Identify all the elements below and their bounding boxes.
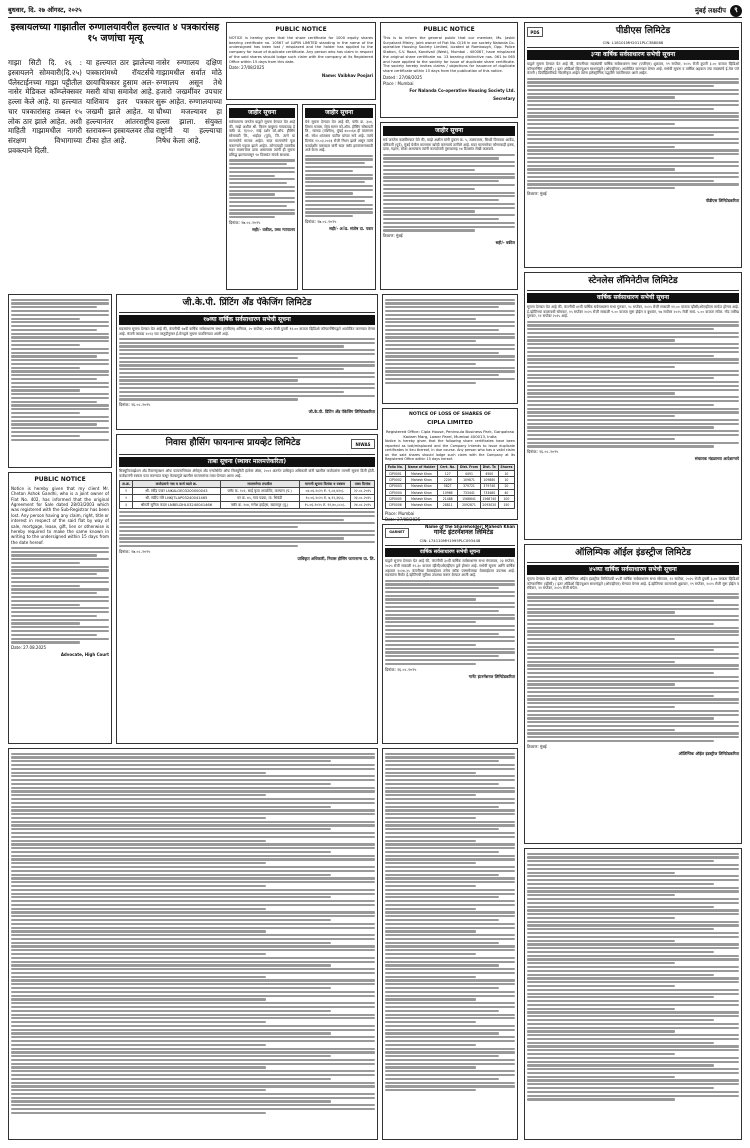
jahir-suchana-left — [8, 294, 112, 468]
company-header — [119, 437, 375, 452]
table-cell: Mahesh Khan — [405, 502, 438, 508]
notice-text-lines — [527, 593, 739, 743]
public-notice-lupin — [226, 22, 376, 100]
table-cell: CIP0005 — [386, 496, 406, 502]
table-header-cell: Folio No. — [386, 464, 406, 470]
table-cell: श्री. रवींद्र पवार LNKALOE03200000043 — [133, 488, 220, 495]
notice-body: This is to inform the general public that our member, Ms. Jasbir Suryakant Mistry, joint owner of Flat No. G/16 in our society Nalanda Co-operative Housing Society Limited, located at Rambaugh, Opp. Police Station, S.V. Road, Kandivali (West), Mumbai - 400067, have misplaced the original share certificate no. 13 bearing distinctive nos. 061 to 065 and have applied to the society for issue of duplicate share certificate. The society hereby invites claims / objections for issuance of duplicate share certificate within 15 days from the publication of this notice. — [383, 35, 515, 74]
notice-body: Notice is hereby given that the following share certificates have been reported as lost/misplaced and the Company intends to issue duplicate certificates in lieu thereof, in due course. Any person who has a valid claim on the said shares should lodge such claim with the Company at its Registered Office within 15 days hereof. — [385, 439, 515, 462]
table-cell: श्री. संदीप मोरे LNKJTLAP03240041465 — [133, 495, 220, 502]
notice-text-lines — [11, 299, 109, 441]
notice-date: Dated : 27/08/2025 — [383, 74, 423, 80]
public-notice-society — [380, 22, 518, 118]
page-number: ९ — [730, 5, 742, 17]
notice-signature: Name of the Shareholder: Mahesh Khan — [424, 524, 515, 530]
table-cell: 2092871 — [458, 502, 481, 508]
table-header-cell: ताबा दिनांक — [351, 481, 375, 488]
table-cell: Mahesh Khan — [405, 489, 438, 495]
table-cell: 10966 — [438, 489, 458, 495]
notice-body: सूचना देण्यात येत आहे की, कंपनीची ४१वी वार्षिक सर्वसाधारण सभा गुरुवार, १८ सप्टेंबर, २०२५ रोजी सकाळी ११.०० वाजता व्हीसी/ओएव्हीएम मार्फत होणार आहे. ई-व्होटिंगचा कालावधी सोमवार, १५ सप्टेंबर २०२५ रोजी सकाळी ९.०० वाजता सुरू होईल व बुधवार, १७ सप्टेंबर २०२५ रोजी सायं. ५.०० वाजता संपेल. नोंद तारीख गुरुवार, ११ सप्टेंबर २०२५ आहे. — [527, 304, 739, 319]
company-name: CIPLA LIMITED — [427, 420, 473, 427]
company-name: जी.के.पी. प्रिंटिंग अँड पॅकेजिंग लिमिटेड — [182, 298, 312, 308]
company-cin: CIN: L18101MH2011PLC388088 — [602, 39, 664, 45]
table-header-cell: अ.क्र. — [120, 481, 133, 488]
table-cell: CIP0001 — [386, 471, 406, 477]
table-cell: CIP0004 — [386, 489, 406, 495]
table-cell: 109871 — [458, 477, 481, 483]
notice-body: याद्वारे सूचना देण्यात येत आहे की, कंपनीची ३०वी वार्षिक सर्वसाधारण सभा मंगळवार, २३ सप्टेंबर, २०२५ रोजी सकाळी ११.३० वाजता व्हीसी/ओएव्हीएम द्वारे होणार आहे. सभेची सूचना आणि वार्षिक अहवाल २०२४-२५ कंपनीच्या वेबसाईटवर तसेच स्टॉक एक्सचेंजच्या वेबसाईटवर उपलब्ध आहे. सदस्यांना रिमोट ई-व्होटिंगची सुविधा उपलब्ध करून देण्यात आली आहे. — [385, 559, 515, 578]
garnet-agm-notice — [382, 524, 518, 744]
notice-text-lines — [385, 580, 515, 665]
notice-title: जाहीर सूचना — [229, 108, 295, 118]
notice-signature: सही/- वकील — [495, 240, 515, 246]
table-cell: 733480 — [480, 489, 498, 495]
notice-title: १७व्या वार्षिक सर्वसाधारण सभेची सूचना — [119, 315, 375, 325]
notice-text-lines — [527, 321, 739, 448]
notice-body: सर्वसामान्य जनतेस याद्वारे सूचना देण्यात येत आहे की, माझे अशील श्री. किरण बाबुराव गायकवाड हे फ्लॅट क्र. ए/१०२, साई दर्शन को-ऑप. हौसिंग सोसायटी लि., भाईंदर (पूर्व), जि. ठाणे या मालमत्तेचे मालक आहेत. सदर मालमत्तेचे मूळ करारनामे गहाळ झाले आहेत. कोणत्याही व्यक्तीस सदर मालमत्तेवर दावा असल्यास त्यांनी ही सूचना प्रसिद्ध झाल्यापासून १४ दिवसांत संपर्क साधावा. — [229, 119, 295, 158]
jahir-suchana-3 — [380, 122, 518, 290]
notice-signature: जी.के.पी. प्रिंटिंग अँड पॅकेजिंग लिमिटेडकरिता — [308, 409, 375, 415]
table-cell: श्रीमती सुनिता कदम LNBELDHL03240041466 — [133, 502, 220, 509]
table-cell: 2093020 — [480, 502, 498, 508]
table-header-cell: मालमत्तेचा तपशील — [220, 481, 299, 488]
niwas-possession-notice — [116, 434, 378, 744]
table-header-cell: कर्जदाराचे नाव व कर्ज खाते क्र. — [133, 481, 220, 488]
notice-date: दिनांक: २७.०८.२०२५ — [119, 548, 151, 554]
page-header — [8, 4, 742, 18]
notice-body: याद्वारे सूचना देण्यात येत आहे की, कंपनीच्या सदस्यांची वार्षिक सर्वसाधारण सभा (एजीएम) शुक्रवार, १९ सप्टेंबर, २०२५ रोजी दुपारी ३.०० वाजता व्हिडिओ कॉन्फरन्सिंग (व्हीसी) / इतर ऑडिओ व्हिज्युअल साधनांद्वारे (ओएव्हीएम) आयोजित करण्यात येणार आहे. सभेची सूचना व वार्षिक अहवाल ज्या सदस्यांचे ई-मेल पत्ते कंपनी / डिपॉझिटरीकडे नोंदणीकृत आहेत त्यांना इलेक्ट्रॉनिक पद्धतीने पाठविण्यात आले आहेत. — [527, 61, 739, 76]
notice-title: PUBLIC NOTICE — [275, 26, 327, 33]
table-cell: घर क्र. ४५, गाव पडघा, ता. भिवंडी — [220, 495, 299, 502]
table-cell: 109880 — [480, 477, 498, 483]
table-cell: Mahesh Khan — [405, 483, 438, 489]
news-headline: इस्त्रायलच्या गाझातील रुग्णालयावरील हल्ल्यात ४ पत्रकारांसह १५ जणांचा मृत्यू — [10, 22, 220, 45]
notice-title: ३ऱ्या वार्षिक सर्वसाधारण सभेची सूचना — [527, 50, 739, 60]
company-name: निवास हौसिंग फायनान्स प्रायव्हेट लिमिटेड — [165, 438, 301, 448]
table-header-cell: मागणी सूचना दिनांक व रक्कम — [299, 481, 350, 488]
table-cell: 21488 — [438, 496, 458, 502]
table-cell: Mahesh Khan — [405, 477, 438, 483]
notice-place: Place : Mumbai — [383, 81, 414, 87]
header-masthead — [695, 5, 742, 17]
news-column-3 — [156, 58, 222, 290]
news-paragraph-1: गाझा सिटी दि. २६ : इस्त्रायलने सोमवारी(दि.२५) पॅलेस्टाईनच्या गाझा पट्टीतील नासेर मेडिकल कॉम्प्लेक्सवर हल्ला केले आहे. या हल्ल्यात चार पत्रकारांसह तब्बल १५ लोक ठार झाले आहेत. अशी माहिती गाझामधील नागरी संरक्षण विभागाच्या प्रवक्त्याने दिली. — [8, 58, 82, 156]
pds-logo-icon: PDS — [527, 27, 543, 37]
public-notice-advocate — [8, 472, 112, 744]
table-cell: १०.०६.२०२५ रु. ७,१२,३६५/- — [299, 495, 350, 502]
table-cell: 1568641 — [458, 496, 481, 502]
table-row — [120, 495, 375, 502]
notice-body: येथे सूचना देण्यात येत आहे की, फ्लॅट क्र. ३०४, तिसरा मजला, शिव सागर को-ऑप. हौसिंग सोसायटी लि., मालाड (पश्चिम), मुंबई ४०००६४ ही मालमत्ता श्री. रमेश शांताराम पाटील यांच्या नावे आहे. त्यांचे दिनांक १२.०३.२०२३ रोजी निधन झाले असून त्यांचे कायदेशीर वारसदार यांनी सदर फ्लॅट हस्तांतरणासाठी अर्ज केला आहे. — [305, 119, 373, 153]
news-paragraph-3: नासेर रुग्णालय दक्षिण गाझामधील सर्वात मोठे रुग्णालय असून तेथे हजारो जखमींवर उपचार सुरू आहेत. रुग्णालयाच्या चौथ्या मजल्यावर हा हल्ला झाला. संयुक्त राष्ट्रांनी या हल्ल्याचा निषेध केला आहे. — [156, 58, 222, 146]
table-cell: २३.०८.२०२५ — [351, 495, 375, 502]
notice-title: PUBLIC NOTICE — [423, 26, 475, 33]
notice-body: NOTICE is hereby given that the share certificate for 1000 equity shares bearing certificate no. 10567 of LUPIN LIMITED standing in the name of the undersigned has been lost / misplaced and the holder has applied to the company for issue of duplicate certificate. Any person who has claim in respect of the said shares should lodge such claim with the company at its Registered Office within 15 days from this date. — [229, 35, 373, 64]
stainless-agm-notice — [524, 272, 742, 540]
table-cell: २२.०८.२०२५ — [351, 488, 375, 495]
table-cell: 100 — [498, 496, 514, 502]
table-cell: २ — [120, 495, 133, 502]
notice-signature: ऑलिम्पिक ऑईल इंडस्ट्रीज लिमिटेडकरिता — [678, 751, 739, 757]
table-cell: 2209 — [438, 477, 458, 483]
jahir-suchana-1 — [226, 104, 298, 290]
notice-text-lines — [229, 159, 295, 218]
garnet-logo-icon: GARNET — [385, 528, 409, 538]
table-cell: 379721 — [458, 483, 481, 489]
notice-title: जाहीर सूचना — [305, 108, 373, 118]
table-row — [120, 488, 375, 495]
notice-signature: सही/- वकील, उच्च न्यायालय — [252, 227, 295, 233]
notice-text-lines — [527, 78, 739, 190]
notice-date: Date: 27/08/2025 — [229, 65, 265, 71]
table-cell: 28811 — [438, 502, 458, 508]
possession-table — [119, 480, 375, 509]
notice-body: Notice is hereby given that my client Mr. Chetan Ashok Gandhi, who is a joint owner of Flat No. 402, has informed that the original Agreement for Sale dated 28/03/2003 which was registered with the Sub-Registrar has been lost. Any person having any claim, right, title or interest in respect of the said flat by way of sale, mortgage, lease, gift, lien or otherwise is hereby required to make the same known in writing to the undersigned within 15 days from the date hereof. — [11, 485, 109, 545]
table-cell: CIP0003 — [386, 483, 406, 489]
table-row — [120, 502, 375, 509]
notice-date: ठिकाण: मुंबई — [527, 743, 547, 749]
notice-title: PUBLIC NOTICE — [34, 476, 86, 483]
notice-date: दिनांक: २६.०८.२०२५ — [119, 402, 151, 408]
notice-signature: प्राधिकृत अधिकारी, निवास हौसिंग फायनान्स प्रा. लि. — [297, 556, 375, 562]
header-date: बुधवार, दि. २७ ऑगस्ट, २०२५ — [8, 6, 82, 15]
table-header-cell: Cert. No. — [438, 464, 458, 470]
bottom-left-notices — [8, 748, 378, 1140]
table-header-row — [120, 481, 375, 488]
table-cell: 127 — [438, 471, 458, 477]
table-cell: CIP0002 — [386, 477, 406, 483]
notice-text-lines — [11, 753, 375, 1114]
table-cell: १ — [120, 488, 133, 495]
table-header-cell: Dist. To — [480, 464, 498, 470]
table-header-cell: Dist. From — [458, 464, 481, 470]
notice-text-lines — [527, 853, 739, 1101]
company-name: गार्नेट इंटरनॅशनल लिमिटेड — [433, 528, 494, 536]
notice-text-lines — [305, 155, 373, 218]
notice-text-lines — [11, 547, 109, 644]
notice-body: सर्व जनतेस कळविण्यात येते की, माझे अशील यांनी दुकान क्र. ५, तळमजला, सिध्दी विनायक आर्केड, बोरिवली (पूर्व), मुंबई येथील मालमत्ता खरेदी करण्याचे ठरविले आहे. सदर मालमत्तेवर कोणाचाही हक्क, दावा, गहाण, बोजा असल्यास त्यांनी कागदोपत्री पुराव्यासह १४ दिवसांत लेखी कळवावे. — [383, 137, 515, 152]
olympic-oil-agm-notice — [524, 544, 742, 844]
pds-agm-notice — [524, 22, 742, 268]
company-header — [385, 527, 515, 538]
notice-text-lines — [119, 338, 375, 401]
notice-title: NOTICE OF LOSS OF SHARES OF — [409, 412, 491, 417]
table-cell: ०४.०६.२०२५ रु. ९,८४,४२०/- — [299, 488, 350, 495]
notice-signature: For Nalanda Co-operative Housing Society Ltd. — [409, 88, 515, 94]
table-cell: फ्लॅट क्र. १०२, साई कृपा अपार्टमेंट, कल्याण (प.) — [220, 488, 299, 495]
company-address: Registered Office: Cipla House, Peninsula Business Park, Ganpatrao Kadam Marg, Lower Parel, Mumbai 400013, India — [385, 429, 515, 440]
notice-date: दिनांक: २६.०८.२०२५ — [527, 449, 559, 455]
notice-body: सिक्युरिटायझेशन अँड रिकन्स्ट्रक्शन ऑफ फायनान्शियल ॲसेट्स अँड एन्फोर्समेंट ऑफ सिक्युरिटी इंटरेस्ट ॲक्ट, २००२ अंतर्गत प्राधिकृत अधिकारी यांनी खालील कर्जदारांना मागणी सूचना दिली होती. कर्जदारांनी रक्कम परत करण्यात कसूर केल्यामुळे खालील मालमत्तांचा ताबा घेण्यात आला आहे. — [119, 468, 375, 478]
table-cell: १५.०६.२०२५ रु. ११,४०,८८०/- — [299, 502, 350, 509]
notice-text-lines — [385, 299, 515, 384]
company-cin: CIN: L74110MH1995PLC093448 — [419, 538, 481, 544]
cipla-lost-shares-notice — [382, 408, 518, 530]
table-header-cell: Name of Holder — [405, 464, 438, 470]
table-cell: Mahesh Khan — [405, 496, 438, 502]
notice-text-lines — [383, 154, 515, 232]
notice-date: दिनांक: २७.०८.२०२५ — [305, 218, 337, 224]
niwas-logo-icon: NIWAS — [351, 439, 375, 449]
jahir-suchana-2 — [302, 104, 376, 290]
notice-place: Place: Mumbai — [385, 510, 415, 516]
table-cell: ३ — [120, 502, 133, 509]
notice-signatory-role: Secretary — [493, 95, 515, 101]
notice-text-lines — [385, 753, 515, 1092]
notice-date: ठिकाण: मुंबई — [383, 233, 403, 239]
notice-body: सदस्यांना सूचना देण्यात येत आहे की, कंपनीची १७वी वार्षिक सर्वसाधारण सभा (एजीएम) शनिवार, २० सप्टेंबर, २०२५ रोजी दुपारी १२.०० वाजता व्हिडिओ कॉन्फरन्सिंगद्वारे आयोजित करण्यात येणार आहे. कंपनी कायदा २०१३ च्या तरतुदीनुसार ई-मेलद्वारे सूचना पाठविण्यात आली आहे. — [119, 326, 375, 336]
notice-title: जाहीर सूचना — [383, 126, 515, 136]
notice-text-lines — [119, 511, 375, 547]
news-column-1 — [8, 58, 82, 290]
table-row — [386, 502, 515, 508]
header-paper-name: मुंबई लक्षदीप — [695, 5, 726, 14]
notice-date: Date: 27/08/2025 — [385, 516, 421, 522]
table-cell: २४.०८.२०२५ — [351, 502, 375, 509]
company-name: ऑलिम्पिक ऑईल इंडस्ट्रीज लिमिटेड — [575, 548, 691, 558]
notice-title: वार्षिक सर्वसाधारण सभेची सूचना — [385, 548, 515, 557]
table-header-cell: Shares — [498, 464, 514, 470]
notice-signature: Advocate, High Court — [60, 652, 109, 658]
notice-signature: Name: Vaibhav Poojari — [321, 72, 373, 78]
news-column-2 — [86, 58, 154, 290]
notice-date: दिनांक: २६.०८.२०२५ — [385, 666, 417, 672]
table-cell: फ्लॅट क्र. २०४, गणेश हाईट्स, बदलापूर (पू.) — [220, 502, 299, 509]
table-cell: Mahesh Khan — [405, 471, 438, 477]
notice-signature: सही/- अॅड. संतोष दा. पवार — [329, 226, 373, 232]
bottom-right-notices — [524, 848, 742, 1140]
notice-body: सूचना देण्यात येत आहे की, ऑलिम्पिक ऑईल इंडस्ट्रीज लिमिटेडची ४५वी वार्षिक सर्वसाधारण सभा सोमवार, २२ सप्टेंबर, २०२५ रोजी दुपारी ३.०० वाजता व्हिडिओ कॉन्फरन्सिंग (व्हीसी) / इतर ऑडिओ व्हिज्युअल साधनांद्वारे (ओएव्हीएम) घेण्यात येणार आहे. ई-व्होटिंगचा कालावधी शुक्रवार, १९ सप्टेंबर, २०२५ रोजी सुरू होईल व रविवार, २१ सप्टेंबर, २०२५ रोजी संपेल. — [527, 576, 739, 591]
jahir-suchana-4 — [382, 294, 518, 404]
table-cell: 10 — [498, 471, 514, 477]
table-cell: 733441 — [458, 489, 481, 495]
table-cell: 4500 — [480, 471, 498, 477]
notice-title: ४५व्या वार्षिक सर्वसाधारण सभेची सूचना — [527, 565, 739, 575]
gkp-agm-notice — [116, 294, 378, 430]
notice-date: ठिकाण: मुंबई — [527, 191, 547, 197]
notice-title: ताबा सूचना (स्थावर मालमत्तेकरिता) — [119, 457, 375, 467]
company-name: पीडीएस लिमिटेड — [615, 26, 671, 36]
company-name: स्टेनलेस लॅमिनेटीज लिमिटेड — [588, 276, 678, 286]
table-cell: 5827 — [438, 483, 458, 489]
table-cell: 150 — [498, 502, 514, 508]
notice-signature: गार्नेट इंटरनॅशनल लिमिटेडकरिता — [468, 673, 515, 679]
table-cell: 20 — [498, 483, 514, 489]
shares-table — [385, 464, 515, 509]
notice-date: दिनांक: २७.०८.२०२५ — [229, 219, 261, 225]
bottom-middle-notices — [382, 748, 518, 1140]
notice-signature: पीडीएस लिमिटेडकरिता — [705, 198, 739, 204]
notice-date: Date: 27.08.2025 — [11, 645, 47, 651]
notice-signature: संचालक मंडळाच्या आदेशान्वये — [694, 456, 739, 462]
table-cell: 40 — [498, 489, 514, 495]
table-cell: 1568740 — [480, 496, 498, 502]
news-paragraph-2: या हल्ल्यात ठार झालेल्या पत्रकारांमध्ये रॉयटर्सचे छायाचित्रकार हुसाम अल-मसरी यांचा समावेश आहे. याशिवाय इतर पत्रकार जखमी झाले आहेत. या हल्ल्यानंतर आंतरराष्ट्रीय स्तरावरून इस्त्रायलवर तीव्र टीका होत आहे. — [86, 58, 154, 146]
table-cell: CIP0006 — [386, 502, 406, 508]
table-cell: 379740 — [480, 483, 498, 489]
company-header — [527, 25, 739, 40]
table-cell: 4491 — [458, 471, 481, 477]
notice-title: वार्षिक सर्वसाधारण सभेची सूचना — [527, 293, 739, 303]
table-cell: 10 — [498, 477, 514, 483]
